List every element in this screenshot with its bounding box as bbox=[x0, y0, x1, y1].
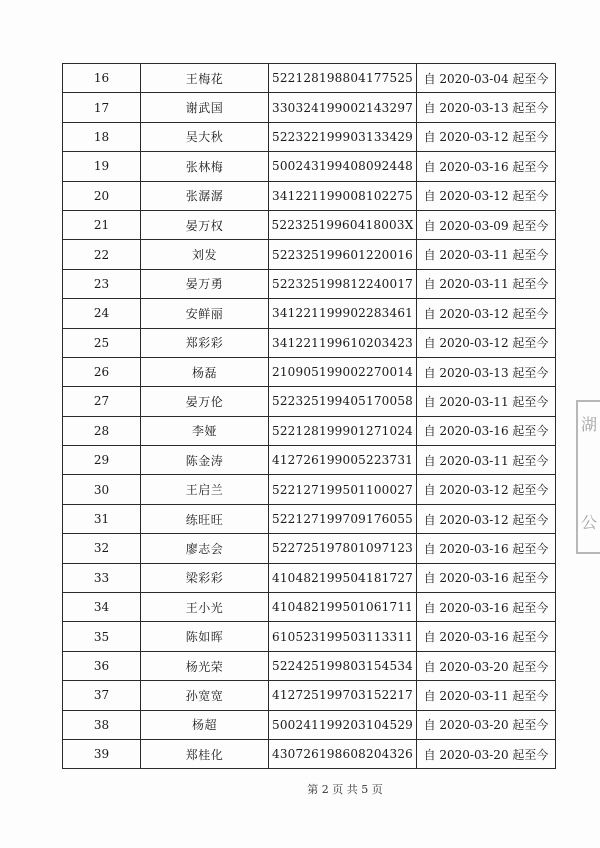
employment-date: 自 2020-03-16 起至今 bbox=[417, 534, 556, 563]
employment-date: 自 2020-03-12 起至今 bbox=[417, 328, 556, 357]
person-name: 晏万勇 bbox=[141, 269, 269, 298]
stamp-glyph: 湖 bbox=[581, 415, 598, 434]
row-number: 36 bbox=[63, 651, 141, 680]
row-number: 23 bbox=[63, 269, 141, 298]
id-number: 522127199501100027 bbox=[269, 475, 417, 504]
table-row bbox=[63, 475, 556, 504]
table-row bbox=[63, 446, 556, 475]
row-number: 30 bbox=[63, 475, 141, 504]
row-number: 35 bbox=[63, 622, 141, 651]
table-row bbox=[63, 622, 556, 651]
table-row bbox=[63, 593, 556, 622]
roster-table-body bbox=[63, 64, 556, 769]
table-row bbox=[63, 328, 556, 357]
employment-date: 自 2020-03-04 起至今 bbox=[417, 64, 556, 93]
employment-date: 自 2020-03-11 起至今 bbox=[417, 446, 556, 475]
employment-date: 自 2020-03-16 起至今 bbox=[417, 416, 556, 445]
row-number: 20 bbox=[63, 181, 141, 210]
employment-date: 自 2020-03-20 起至今 bbox=[417, 651, 556, 680]
person-name: 廖志会 bbox=[141, 534, 269, 563]
table-row bbox=[63, 299, 556, 328]
id-number: 341221199902283461 bbox=[269, 299, 417, 328]
id-number: 522325199601220016 bbox=[269, 240, 417, 269]
row-number: 34 bbox=[63, 593, 141, 622]
person-name: 孙宽宽 bbox=[141, 681, 269, 710]
person-name: 刘发 bbox=[141, 240, 269, 269]
id-number: 522325199405170058 bbox=[269, 387, 417, 416]
person-name: 王启兰 bbox=[141, 475, 269, 504]
id-number: 610523199503113311 bbox=[269, 622, 417, 651]
person-name: 张林梅 bbox=[141, 152, 269, 181]
id-number: 522322199903133429 bbox=[269, 122, 417, 151]
person-name: 郑桂化 bbox=[141, 739, 269, 768]
person-name: 吴大秋 bbox=[141, 122, 269, 151]
person-name: 李娅 bbox=[141, 416, 269, 445]
seal-stamp-fragment bbox=[576, 400, 600, 554]
employment-date: 自 2020-03-16 起至今 bbox=[417, 593, 556, 622]
employment-date: 自 2020-03-20 起至今 bbox=[417, 710, 556, 739]
table-row bbox=[63, 504, 556, 533]
employment-date: 自 2020-03-11 起至今 bbox=[417, 681, 556, 710]
table-row bbox=[63, 122, 556, 151]
person-name: 王小光 bbox=[141, 593, 269, 622]
table-row bbox=[63, 64, 556, 93]
employment-date: 自 2020-03-16 起至今 bbox=[417, 622, 556, 651]
table-row bbox=[63, 534, 556, 563]
row-number: 33 bbox=[63, 563, 141, 592]
person-name: 张潺潺 bbox=[141, 181, 269, 210]
row-number: 24 bbox=[63, 299, 141, 328]
employment-date: 自 2020-03-11 起至今 bbox=[417, 387, 556, 416]
id-number: 330324199002143297 bbox=[269, 93, 417, 122]
id-number: 412725199703152217 bbox=[269, 681, 417, 710]
id-number: 410482199501061711 bbox=[269, 593, 417, 622]
table-row bbox=[63, 681, 556, 710]
id-number: 522128198804177525 bbox=[269, 64, 417, 93]
table-row bbox=[63, 387, 556, 416]
employment-date: 自 2020-03-11 起至今 bbox=[417, 269, 556, 298]
id-number: 341221199008102275 bbox=[269, 181, 417, 210]
person-name: 陈如晖 bbox=[141, 622, 269, 651]
person-name: 郑彩彩 bbox=[141, 328, 269, 357]
person-name: 谢武国 bbox=[141, 93, 269, 122]
id-number: 522725197801097123 bbox=[269, 534, 417, 563]
table-row bbox=[63, 240, 556, 269]
row-number: 16 bbox=[63, 64, 141, 93]
table-row bbox=[63, 710, 556, 739]
table-row bbox=[63, 416, 556, 445]
table-row bbox=[63, 739, 556, 768]
id-number: 410482199504181727 bbox=[269, 563, 417, 592]
row-number: 22 bbox=[63, 240, 141, 269]
table-row bbox=[63, 181, 556, 210]
person-name: 王梅花 bbox=[141, 64, 269, 93]
id-number: 500243199408092448 bbox=[269, 152, 417, 181]
row-number: 32 bbox=[63, 534, 141, 563]
employment-date: 自 2020-03-11 起至今 bbox=[417, 240, 556, 269]
employment-date: 自 2020-03-16 起至今 bbox=[417, 563, 556, 592]
employment-date: 自 2020-03-20 起至今 bbox=[417, 739, 556, 768]
id-number: 522425199803154534 bbox=[269, 651, 417, 680]
page-footer: 第 2 页 共 5 页 bbox=[307, 783, 383, 796]
row-number: 29 bbox=[63, 446, 141, 475]
roster-table bbox=[62, 63, 556, 769]
person-name: 晏万权 bbox=[141, 210, 269, 239]
row-number: 27 bbox=[63, 387, 141, 416]
person-name: 练旺旺 bbox=[141, 504, 269, 533]
stamp-glyph: 公 bbox=[581, 513, 598, 532]
employment-date: 自 2020-03-16 起至今 bbox=[417, 152, 556, 181]
employment-date: 自 2020-03-12 起至今 bbox=[417, 181, 556, 210]
id-number: 522325199812240017 bbox=[269, 269, 417, 298]
id-number: 52232519960418003X bbox=[269, 210, 417, 239]
id-number: 522127199709176055 bbox=[269, 504, 417, 533]
person-name: 安鲜丽 bbox=[141, 299, 269, 328]
row-number: 37 bbox=[63, 681, 141, 710]
person-name: 晏万伦 bbox=[141, 387, 269, 416]
id-number: 430726198608204326 bbox=[269, 739, 417, 768]
table-row bbox=[63, 152, 556, 181]
row-number: 19 bbox=[63, 152, 141, 181]
table-row bbox=[63, 651, 556, 680]
table-row bbox=[63, 357, 556, 386]
row-number: 28 bbox=[63, 416, 141, 445]
id-number: 500241199203104529 bbox=[269, 710, 417, 739]
row-number: 17 bbox=[63, 93, 141, 122]
row-number: 26 bbox=[63, 357, 141, 386]
person-name: 杨光荣 bbox=[141, 651, 269, 680]
employment-date: 自 2020-03-09 起至今 bbox=[417, 210, 556, 239]
person-name: 陈金涛 bbox=[141, 446, 269, 475]
employment-date: 自 2020-03-12 起至今 bbox=[417, 504, 556, 533]
person-name: 杨磊 bbox=[141, 357, 269, 386]
table-row bbox=[63, 269, 556, 298]
row-number: 39 bbox=[63, 739, 141, 768]
row-number: 38 bbox=[63, 710, 141, 739]
person-name: 梁彩彩 bbox=[141, 563, 269, 592]
table-row bbox=[63, 210, 556, 239]
employment-date: 自 2020-03-12 起至今 bbox=[417, 122, 556, 151]
employment-date: 自 2020-03-13 起至今 bbox=[417, 93, 556, 122]
row-number: 21 bbox=[63, 210, 141, 239]
person-name: 杨超 bbox=[141, 710, 269, 739]
row-number: 31 bbox=[63, 504, 141, 533]
id-number: 341221199610203423 bbox=[269, 328, 417, 357]
table-row bbox=[63, 93, 556, 122]
row-number: 25 bbox=[63, 328, 141, 357]
id-number: 210905199002270014 bbox=[269, 357, 417, 386]
employment-date: 自 2020-03-12 起至今 bbox=[417, 475, 556, 504]
id-number: 522128199901271024 bbox=[269, 416, 417, 445]
table-row bbox=[63, 563, 556, 592]
employment-date: 自 2020-03-12 起至今 bbox=[417, 299, 556, 328]
employment-date: 自 2020-03-13 起至今 bbox=[417, 357, 556, 386]
row-number: 18 bbox=[63, 122, 141, 151]
id-number: 412726199005223731 bbox=[269, 446, 417, 475]
